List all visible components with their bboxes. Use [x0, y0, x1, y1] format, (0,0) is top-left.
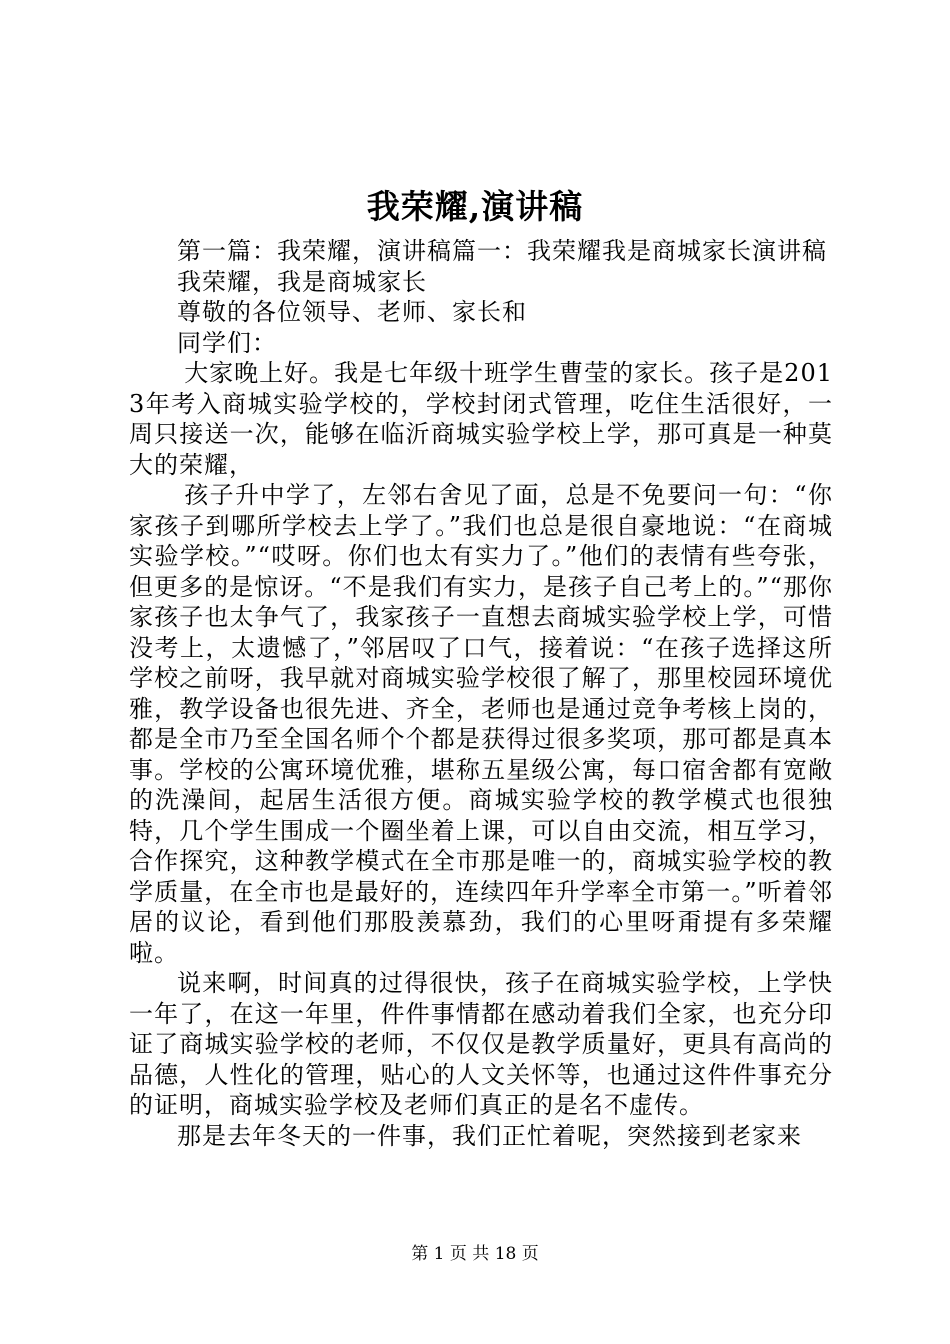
document-body — [129, 236, 833, 1151]
paragraph: 大家晚上好。我是七年级十班学生曹莹的家长。孩子是2013年考入商城实验学校的，学校封闭式管理，吃住生活很好，一周只接送一次，能够在临沂商城实验学校上学，那可真是一种莫大的荣耀， — [129, 359, 833, 479]
paragraph: 同学们： — [177, 328, 277, 357]
paragraph: 我荣耀，我是商城家长 — [177, 267, 427, 296]
paragraph: 第一篇：我荣耀，演讲稿篇一：我荣耀我是商城家长演讲稿 — [177, 237, 827, 265]
document-title: 我荣耀,演讲稿 — [366, 187, 584, 226]
paragraph: 说来啊，时间真的过得很快，孩子在商城实验学校，上学快一年了，在这一年里，件件事情都在感动着我们全家，也充分印证了商城实验学校的老师，不仅仅是教学质量好，更具有高尚的品德，人性化的管理，贴心的人文关怀等，也通过这件件事充分的证明，商城实验学校及老师们真正的是名不虚传。 — [129, 969, 833, 1119]
page-footer: 第 1 页 共 18 页 — [411, 1244, 539, 1264]
paragraph: 尊敬的各位领导、老师、家长和 — [177, 298, 527, 326]
paragraph: 孩子升中学了，左邻右舍见了面，总是不免要问一句：“你家孩子到哪所学校去上学了。”我们也总是很自豪地说：“在商城实验学校。”“哎呀。你们也太有实力了。”他们的表情有些夸张，但更多的是惊讶。“不是我们有实力，是孩子自己考上的。”“那你家孩子也太争气了，我家孩子一直想去商城实验学校上学，可惜没考上，太遗憾了，”邻居叹了口气，接着说：“在孩子选择这所学校之前呀，我早就对商城实验学校很了解了，那里校园环境优雅，教学设备也很先进、齐全，老师也是通过竞争考核上岗的，都是全市乃至全国名师个个都是获得过很多奖项，那可都是真本事。学校的公寓环境优雅，堪称五星级公寓，每口宿舍都有宽敞的洗澡间，起居生活很方便。商城实验学校的教学模式也很独特，几个学生围成一个圈坐着上课，可以自由交流，相互学习，合作探究，这种教学模式在全市那是唯一的，商城实验学校的教学质量，在全市也是最好的，连续四年升学率全市第一。”听着邻居的议论，看到他们那股羡慕劲，我们的心里呀甭提有多荣耀啦。 — [129, 481, 833, 967]
paragraph: 那是去年冬天的一件事，我们正忙着呢，突然接到老家来 — [177, 1121, 802, 1150]
